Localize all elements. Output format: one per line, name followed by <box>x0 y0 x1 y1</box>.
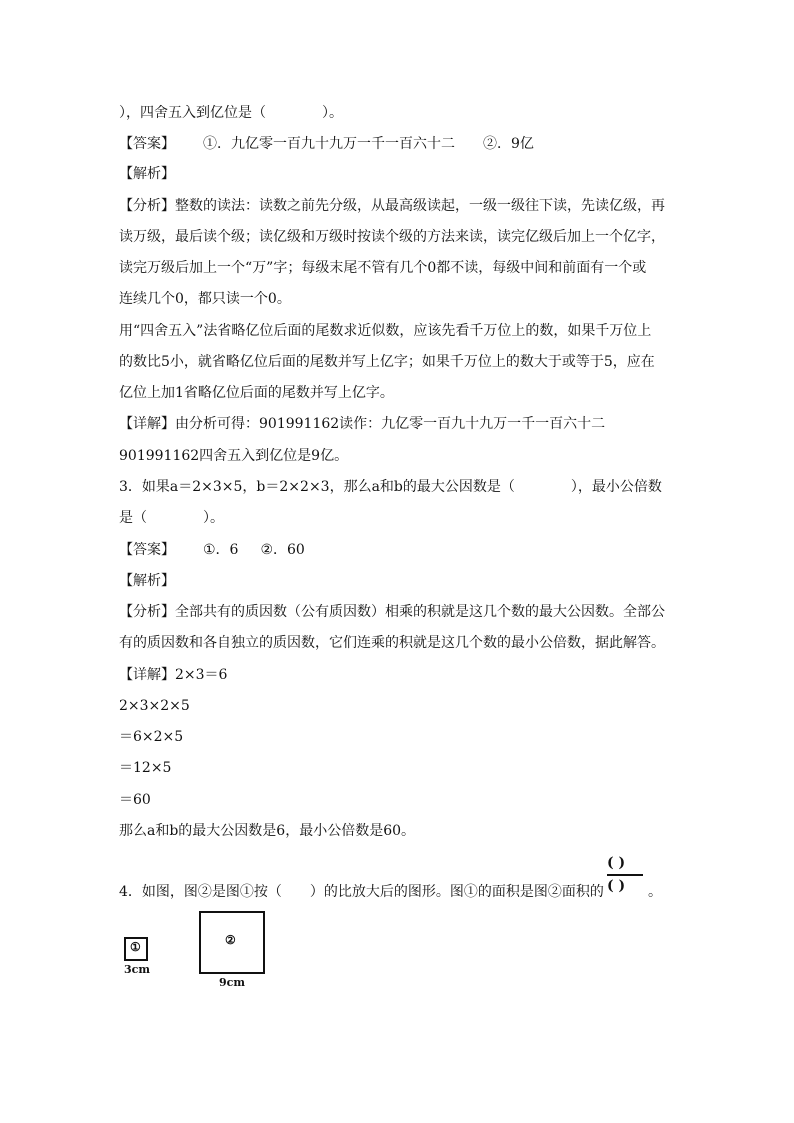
text-line: 的数比5小，就省略亿位后面的尾数并写上亿字；如果千万位上的数大于或等于5，应在 <box>119 354 655 370</box>
text-line: 【分析】全部共有的质因数（公有质因数）相乘的积就是这几个数的最大公因数。全部公 <box>119 604 665 620</box>
question-4: 4．如图，图②是图①按（ ）的比放大后的图形。图①的面积是图②面积的 <box>119 884 604 900</box>
large-square-symbol: ② <box>225 933 236 947</box>
answer-line <box>119 135 534 153</box>
section-heading: 【解析】 <box>119 166 175 182</box>
text-line: ），四舍五入到亿位是（ ）。 <box>119 105 343 121</box>
question-4-end: 。 <box>648 884 662 900</box>
blank-fraction <box>605 855 645 895</box>
text-line: ＝6×2×5 <box>119 729 184 745</box>
text-line: 连续几个0，都只读一个0。 <box>119 291 291 307</box>
answer-part-2: ②．9亿 <box>483 136 534 152</box>
answer-part-1: ①．6 <box>203 542 239 558</box>
text-line: 那么a和b的最大公因数是6，最小公倍数是60。 <box>119 823 416 839</box>
section-heading: 【解析】 <box>119 573 175 589</box>
text-line: 用“四舍五入”法省略亿位后面的尾数求近似数，应该先看千万位上的数，如果千万位上 <box>119 323 652 339</box>
answer-tag: 【答案】 <box>119 542 175 558</box>
text-line: 亿位上加1省略亿位后面的尾数并写上亿字。 <box>119 385 394 401</box>
text-line: 读万级，最后读个级；读亿级和万级时按读个级的方法来读，读完亿级后加上一个亿字， <box>119 229 665 245</box>
answer-line <box>119 541 305 559</box>
text-line: 【详解】由分析可得：901991162读作：九亿零一百九十九万一千一百六十二 <box>119 416 606 432</box>
small-square-symbol: ① <box>130 940 141 954</box>
small-square <box>124 937 148 961</box>
text-line: 2×3×2×5 <box>119 698 190 714</box>
large-square-label: 9cm <box>219 976 245 989</box>
text-line: 有的质因数和各自独立的质因数，它们连乘的积就是这几个数的最小公倍数，据此解答。 <box>119 635 665 651</box>
answer-tag: 【答案】 <box>119 136 175 152</box>
question-3-cont: 是（ ）。 <box>119 510 224 526</box>
answer-part-1: ①．九亿零一百九十九万一千一百六十二 <box>203 136 455 152</box>
fraction-denominator: ( ) <box>607 878 626 894</box>
fraction-bar <box>607 874 643 876</box>
text-line: 【详解】2×3＝6 <box>119 667 228 683</box>
text-line: 901991162四舍五入到亿位是9亿。 <box>119 448 349 464</box>
small-square-label: 3cm <box>124 963 150 976</box>
text-line: 读完万级后加上一个“万”字；每级末尾不管有几个0都不读，每级中间和前面有一个或 <box>119 260 647 276</box>
text-line: ＝60 <box>119 792 151 808</box>
fraction-numerator: ( ) <box>607 855 626 871</box>
large-square <box>199 911 265 974</box>
text-line: 【分析】整数的读法：读数之前先分级，从最高级读起，一级一级往下读，先读亿级，再 <box>119 198 665 214</box>
text-line: ＝12×5 <box>119 760 172 776</box>
answer-part-2: ②．60 <box>260 542 305 558</box>
question-3: 3．如果a＝2×3×5，b＝2×2×3，那么a和b的最大公因数是（ ），最小公倍数 <box>119 479 662 495</box>
